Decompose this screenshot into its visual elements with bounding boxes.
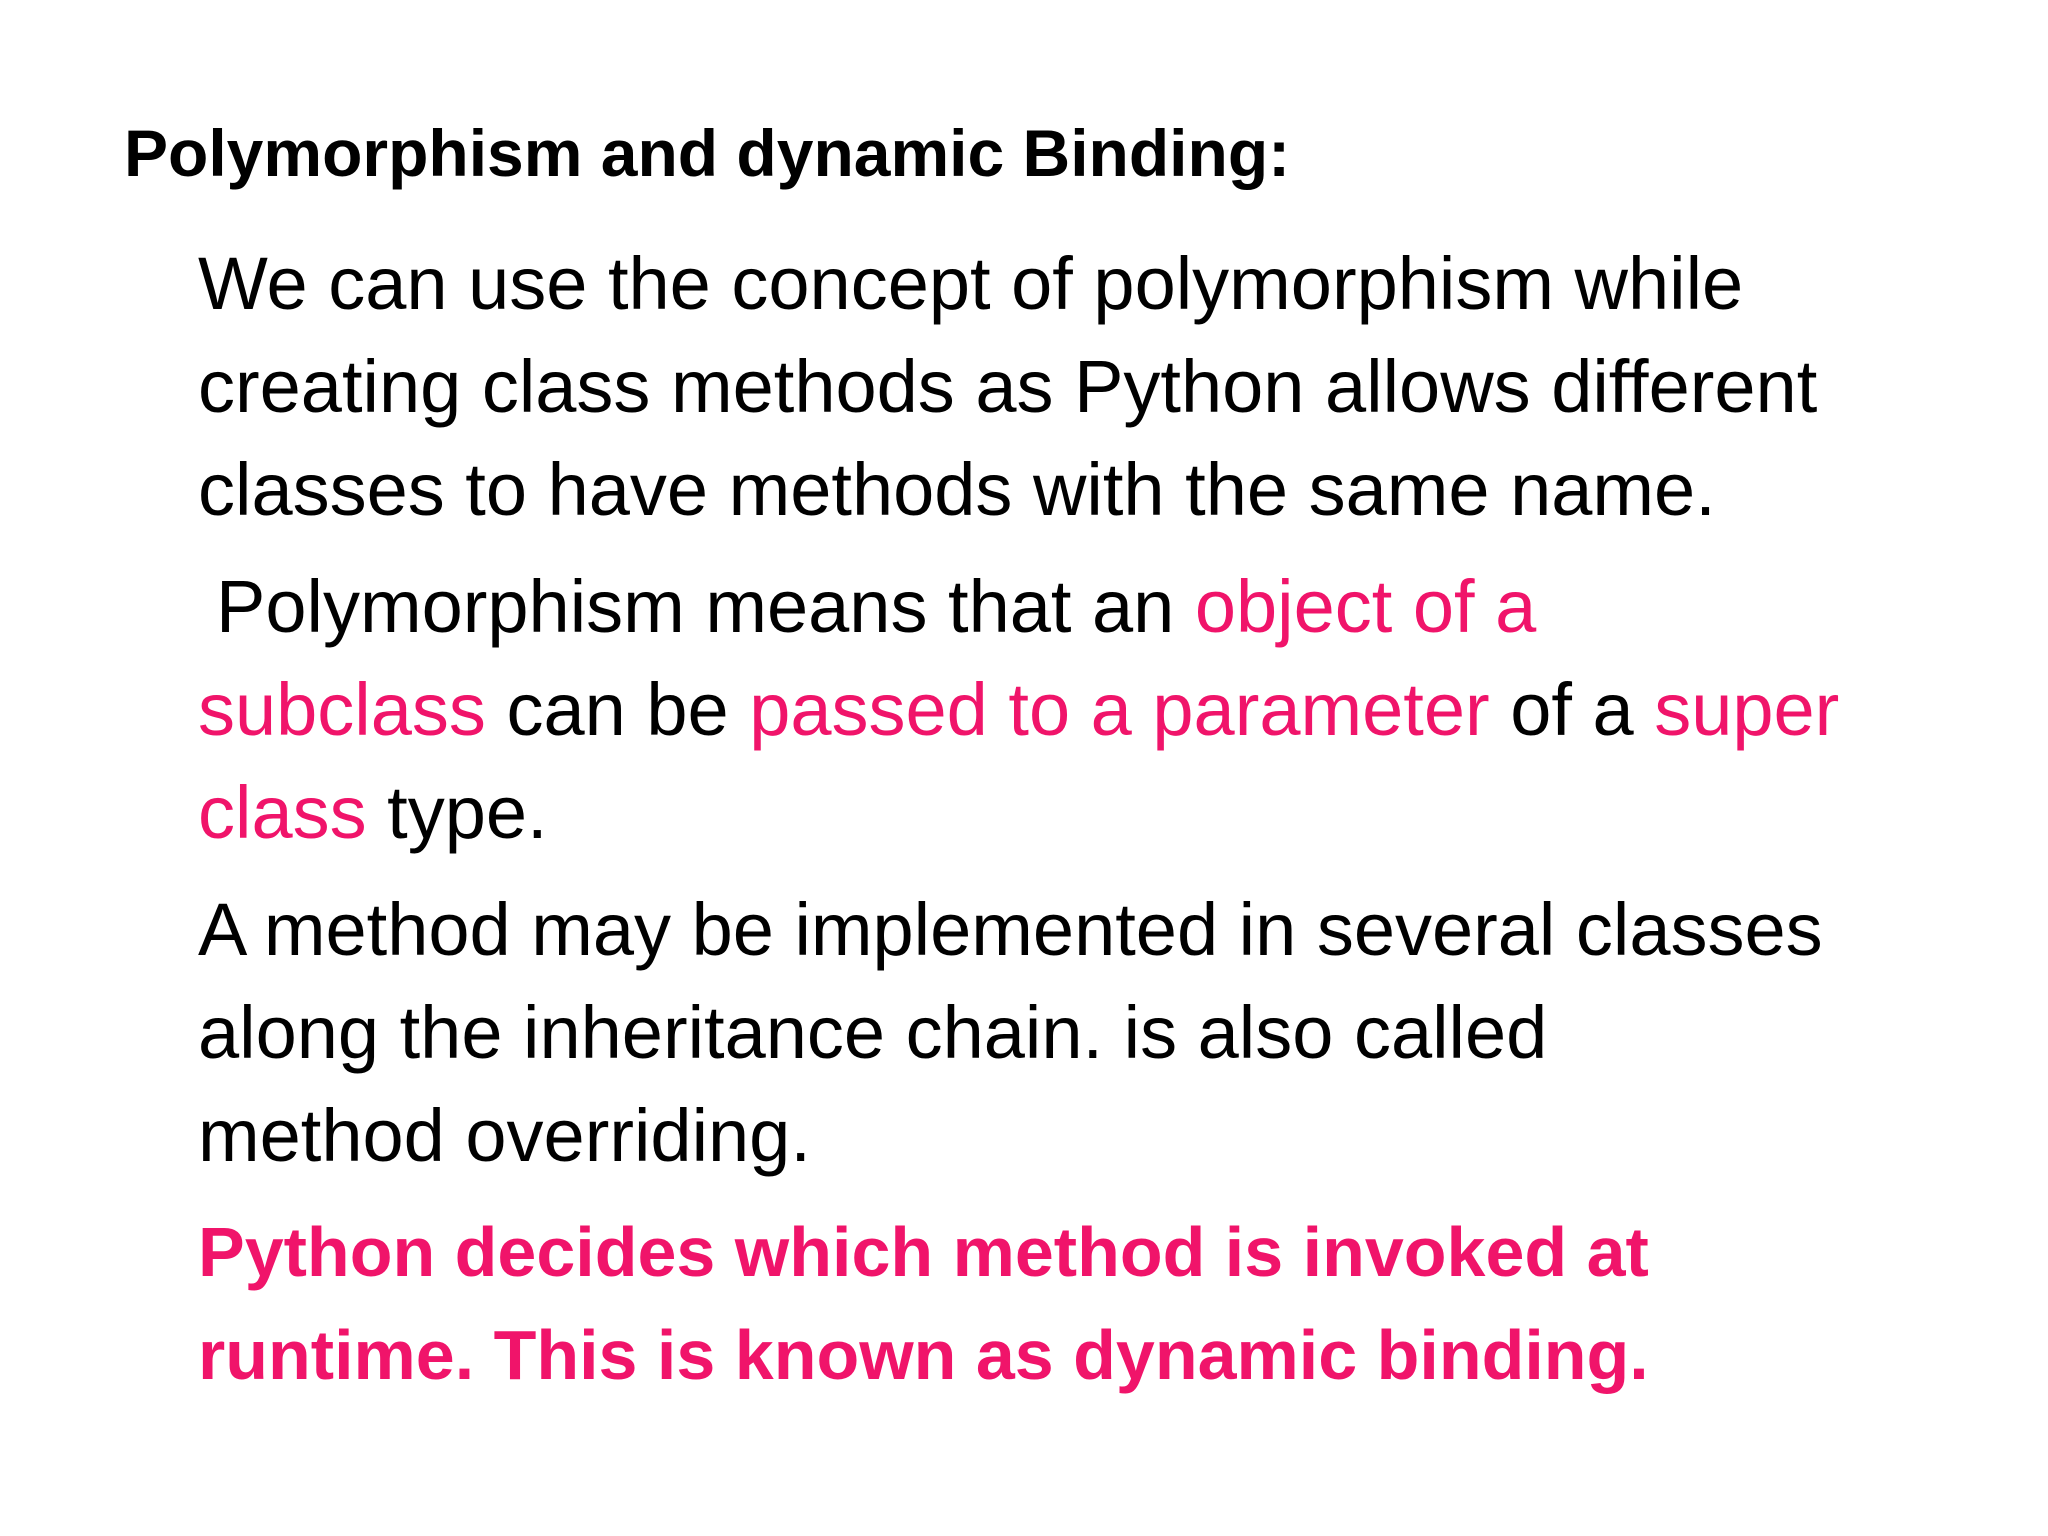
text-run: Polymorphism means that an (216, 565, 1195, 648)
paragraph-line (198, 658, 1958, 761)
paragraph-line: along the inheritance chain. is also called (198, 991, 1548, 1074)
paragraph-line: A method may be implemented in several classes (198, 888, 1823, 971)
paragraph-dynamic-binding (198, 1201, 1958, 1407)
highlight-text: subclass (198, 668, 486, 751)
paragraph-line: classes to have methods with the same name. (198, 448, 1716, 531)
paragraph-line (198, 761, 1958, 864)
paragraph-polymorphism-concept (198, 232, 1958, 541)
text-run: of a (1489, 668, 1655, 751)
paragraph-method-overriding (198, 878, 1958, 1187)
emphasis-line: Python decides which method is invoked at (198, 1213, 1649, 1291)
emphasis-line: runtime. This is known as dynamic binding. (198, 1316, 1649, 1394)
paragraph-line: method overriding. (198, 1094, 811, 1177)
paragraph-line: creating class methods as Python allows different (198, 345, 1818, 428)
slide-title: Polymorphism and dynamic Binding: (124, 116, 1291, 190)
slide-body (198, 232, 1958, 1421)
highlight-text: object of a (1194, 565, 1537, 648)
text-run: can be (485, 668, 750, 751)
highlight-text: class (198, 771, 367, 854)
text-run: type. (366, 771, 548, 854)
paragraph-polymorphism-definition (198, 555, 1958, 864)
highlight-text: passed to a parameter (749, 668, 1490, 751)
paragraph-line (198, 555, 1958, 658)
highlight-text: super (1654, 668, 1840, 751)
paragraph-line: We can use the concept of polymorphism while (198, 242, 1744, 325)
